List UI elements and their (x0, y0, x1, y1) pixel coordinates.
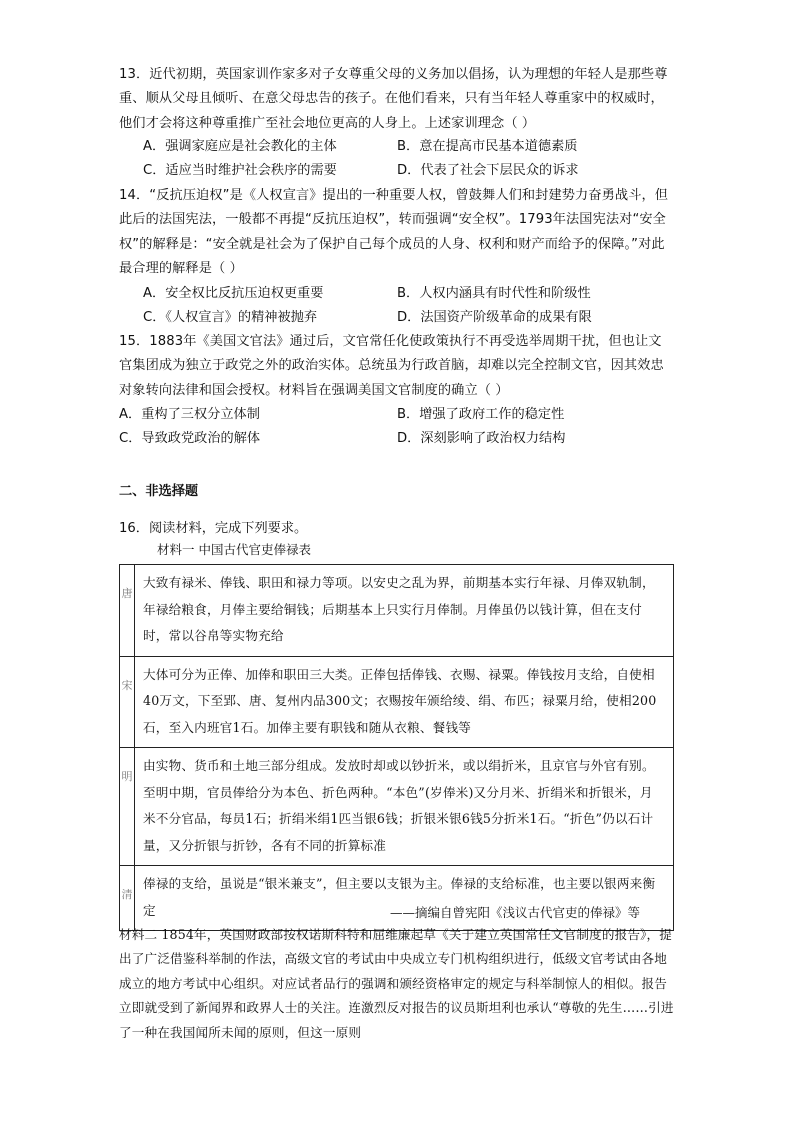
q15-option-a: A．重构了三权分立体制 (119, 407, 260, 422)
q13-option-a: A．强调家庭应是社会教化的主体 (143, 139, 337, 154)
material-1-title: 材料一 中国古代官吏俸禄表 (157, 542, 311, 557)
material-2-paragraph: 材料二 1854年，英国财政部按权诺斯科特和屈维廉起草《关于建立英国常任文官制度的报告》，提出了广泛借鉴科举制的作法，高级文官的考试由中央成立专门机构组织进行，低级文官考试由各地成立的地方考试中心组织。对应试者品行的强调和颁经资格审定的规定与科举制惊人的相似。报告立即就受到了新闻界和政界人士的关注。连激烈反对报告的议员斯坦利也承认“尊敬的先生……引进了一种在我国闻所未闻的原则，但这一原则 (119, 927, 674, 1040)
material-1-source: ——摘编自曾宪阳《浅议古代官吏的俸禄》等 (390, 905, 641, 920)
q14-option-d: D．法国资产阶级革命的成果有限 (397, 310, 592, 325)
q15-option-b: B．增强了政府工作的稳定性 (397, 407, 565, 422)
table-row (120, 748, 674, 866)
dynasty-cell: 清 (120, 866, 135, 931)
question-13-stem: 13．近代初期，英国家训作家多对子女尊重父母的义务加以倡扬，认为理想的年轻人是那些尊重、顺从父母且倾听、在意父母忠告的孩子。在他们看来，只有当年轻人尊重家中的权威时，他们才会将这种尊重推广至社会地位更高的人身上。上述家训理念（ ） (119, 67, 668, 131)
question-16-stem: 16．阅读材料，完成下列要求。 (119, 521, 308, 536)
q14-option-b: B．人权内涵具有时代性和阶级性 (397, 286, 591, 301)
salary-table (119, 564, 674, 931)
question-14-stem: 14．“反抗压迫权”是《人权宣言》提出的一种重要人权，曾鼓舞人们和封建势力奋勇战斗，但此后的法国宪法，一般都不再提“反抗压迫权”，转而强调“安全权”。1793年法国宪法对“安全权”的解释是：“安全就是社会为了保护自己每个成员的人身、权利和财产而给予的保障。”对此最合理的解释是（ ） (119, 188, 669, 277)
q14-option-a: A．安全权比反抗压迫权更重要 (143, 286, 324, 301)
dynasty-cell: 唐 (120, 565, 135, 657)
dynasty-cell: 明 (120, 748, 135, 866)
table-row (120, 565, 674, 657)
q15-option-c: C．导致政党政治的解体 (119, 431, 261, 446)
q13-option-c: C．适应当时维护社会秩序的需要 (143, 163, 337, 178)
salary-description-cell: 俸禄的支给，虽说是“银米兼支”，但主要以支银为主。俸禄的支给标准，也主要以银两来衡定 (135, 866, 674, 931)
q14-option-c: C．《人权宣言》的精神被抛弃 (143, 310, 318, 325)
q13-option-d: D．代表了社会下层民众的诉求 (397, 163, 579, 178)
section-title: 二、非选择题 (119, 484, 199, 499)
q13-option-b: B．意在提高市民基本道德素质 (397, 139, 578, 154)
dynasty-cell: 宋 (120, 656, 135, 748)
question-15-stem: 15．1883年《美国文官法》通过后，文官常任化使政策执行不再受选举周期干扰，但也让文官集团成为独立于政党之外的政治实体。总统虽为行政首脑，却难以完全控制文官，因其效忠对象转向法律和国会授权。材料旨在强调美国文官制度的确立（ ） (119, 334, 664, 398)
salary-description-cell: 由实物、货币和土地三部分组成。发放时却或以钞折米，或以绢折米，且京官与外官有别。至明中期，官员俸给分为本色、折色两种。“本色”(岁俸米)又分月米、折绢米和折银米，月米不分官品，每员1石；折绢米绢1匹当银6钱；折银米银6钱5分折米1石。“折色”仍以石计量，又分折银与折钞，各有不同的折算标准 (135, 748, 674, 866)
q15-option-d: D．深刻影响了政治权力结构 (397, 431, 566, 446)
salary-description-cell: 大体可分为正俸、加俸和职田三大类。正俸包括俸钱、衣赐、禄粟。俸钱按月支给，自使相40万文，下至郢、唐、复州内品300文；衣赐按年颁给绫、绢、布匹；禄粟月给，使相200石，至入内班官1石。加俸主要有职钱和随从衣粮、餐钱等 (135, 656, 674, 748)
salary-description-cell: 大致有禄米、俸钱、职田和禄力等项。以安史之乱为界，前期基本实行年禄、月俸双轨制，年禄给粮食，月俸主要给铜钱；后期基本上只实行月俸制。月俸虽仍以钱计算，但在支付时，常以谷帛等实物充给 (135, 565, 674, 657)
table-row (120, 656, 674, 748)
